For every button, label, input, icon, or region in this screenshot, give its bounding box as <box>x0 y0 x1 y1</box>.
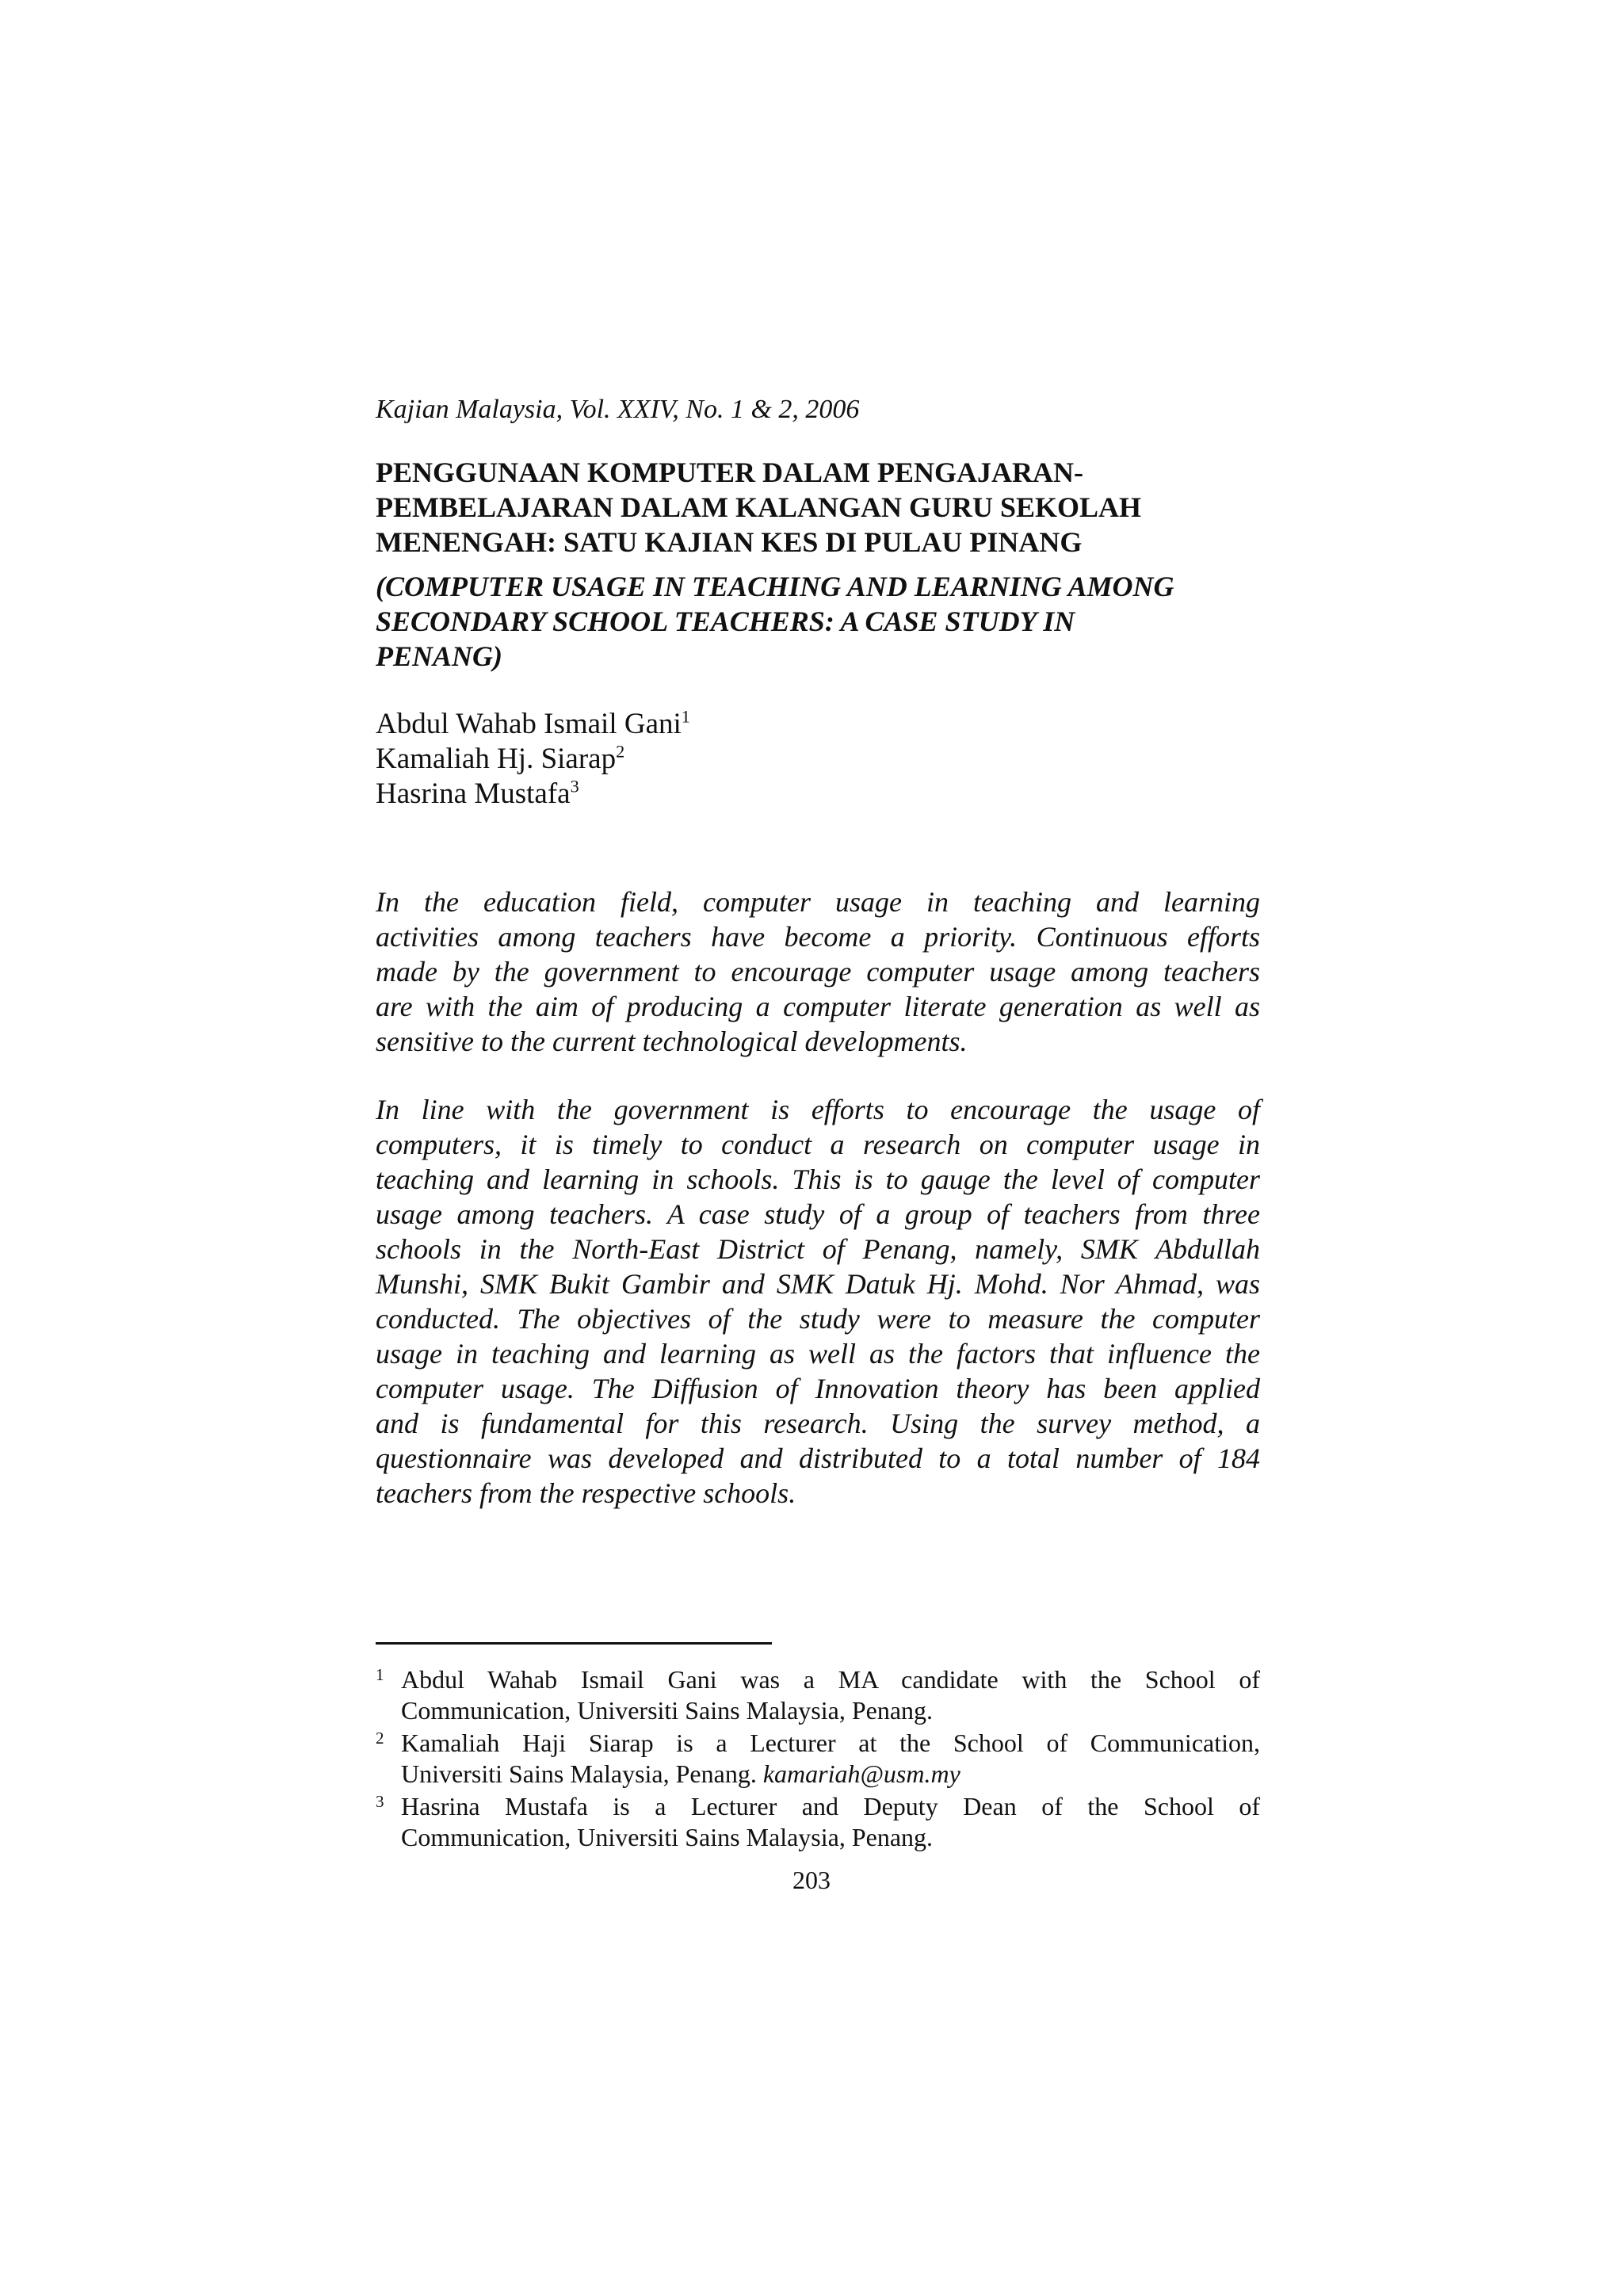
author-name: Hasrina Mustafa <box>376 777 571 810</box>
abstract-line: teachers from the respective schools. <box>376 1477 796 1509</box>
page-number: 203 <box>792 1866 831 1894</box>
author-email-link[interactable]: kamariah@usm.my <box>762 1759 960 1788</box>
author-footnote-mark: 1 <box>681 706 690 727</box>
footnote-line: Kamaliah Haji Siarap is a Lecturer at the School of Communication, <box>401 1729 1260 1757</box>
title-malay-line: PENGGUNAAN KOMPUTER DALAM PENGAJARAN- <box>376 457 1083 488</box>
abstract-line: made by the government to encourage computer usage among teachers <box>376 956 1260 988</box>
footnote-line: Abdul Wahab Ismail Gani was a MA candidate with the School of <box>401 1665 1260 1694</box>
footnote-line: Communication, Universiti Sains Malaysia, Penang. <box>401 1823 934 1851</box>
author <box>376 777 1260 812</box>
title-english-line: (COMPUTER USAGE IN TEACHING AND LEARNING AMONG <box>376 571 1174 602</box>
abstract-line: conducted. The objectives of the study were to measure the computer <box>376 1303 1260 1335</box>
journal-header: Kajian Malaysia, Vol. XXIV, No. 1 & 2, 2006 <box>376 395 860 424</box>
footnote-line <box>401 1759 1260 1790</box>
abstract-line: and is fundamental for this research. Using the survey method, a <box>376 1408 1260 1439</box>
title-english <box>376 569 1260 674</box>
abstract-line: questionnaire was developed and distributed to a total number of 184 <box>376 1442 1260 1474</box>
title-malay-line: PEMBELAJARAN DALAM KALANGAN GURU SEKOLAH <box>376 491 1142 523</box>
abstract-line: In line with the government is efforts to encourage the usage of <box>376 1094 1260 1125</box>
title-malay <box>376 455 1260 560</box>
footnote-text: Universiti Sains Malaysia, Penang. <box>401 1759 757 1788</box>
abstract-line: Munshi, SMK Bukit Gambir and SMK Datuk Hj. Mohd. Nor Ahmad, was <box>376 1268 1260 1300</box>
title-english-line: PENANG) <box>376 640 502 672</box>
abstract-paragraph-1 <box>376 884 1260 1059</box>
abstract-line: are with the aim of producing a computer literate generation as well as <box>376 991 1260 1022</box>
footnote-divider <box>376 1642 772 1645</box>
footnote-3 <box>376 1791 1260 1853</box>
abstract-line: usage in teaching and learning as well as the factors that influence the <box>376 1338 1260 1370</box>
footnote-2 <box>376 1728 1260 1790</box>
abstract-line: In the education field, computer usage in teaching and learning <box>376 886 1260 918</box>
abstract-line: usage among teachers. A case study of a group of teachers from three <box>376 1198 1260 1230</box>
author <box>376 707 1260 742</box>
title-malay-line: MENENGAH: SATU KAJIAN KES DI PULAU PINANG <box>376 526 1083 558</box>
abstract-line: activities among teachers have become a priority. Continuous efforts <box>376 921 1260 953</box>
author-footnote-mark: 2 <box>616 741 625 762</box>
abstract-line: computers, it is timely to conduct a research on computer usage in <box>376 1129 1260 1160</box>
footnote-line: Communication, Universiti Sains Malaysia, Penang. <box>401 1696 934 1725</box>
abstract-line: sensitive to the current technological developments. <box>376 1026 968 1057</box>
footnote-mark: 2 <box>376 1729 384 1748</box>
title-english-line: SECONDARY SCHOOL TEACHERS: A CASE STUDY IN <box>376 606 1075 637</box>
author-name: Abdul Wahab Ismail Gani <box>376 708 682 740</box>
abstract-line: teaching and learning in schools. This is to gauge the level of computer <box>376 1163 1260 1195</box>
abstract-line: computer usage. The Diffusion of Innovation theory has been applied <box>376 1373 1260 1404</box>
footnote-line: Hasrina Mustafa is a Lecturer and Deputy Dean of the School of <box>401 1792 1260 1820</box>
author-name: Kamaliah Hj. Siarap <box>376 743 617 775</box>
footnote-mark: 1 <box>376 1665 384 1684</box>
footnote-1 <box>376 1664 1260 1726</box>
abstract-line: schools in the North-East District of Penang, namely, SMK Abdullah <box>376 1233 1260 1265</box>
author-list <box>376 707 1260 812</box>
abstract-paragraph-2 <box>376 1092 1260 1511</box>
footnote-mark: 3 <box>376 1792 384 1811</box>
author <box>376 742 1260 777</box>
author-footnote-mark: 3 <box>570 776 579 797</box>
